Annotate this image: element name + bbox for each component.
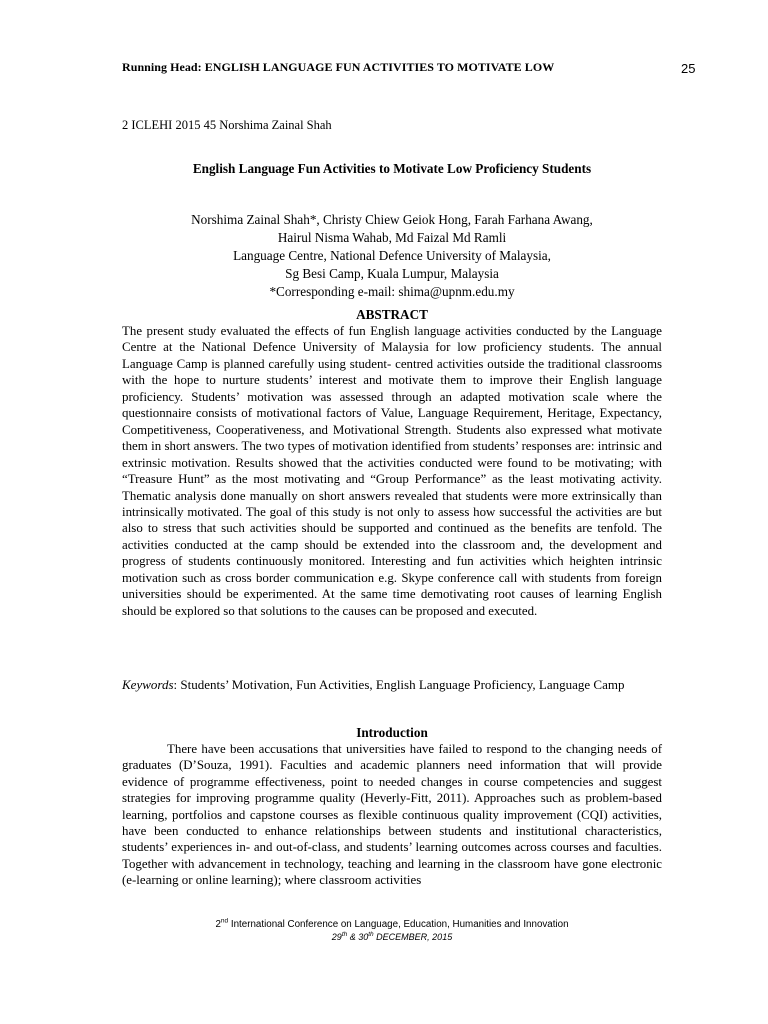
conference-reference: 2 ICLEHI 2015 45 Norshima Zainal Shah	[122, 118, 332, 132]
footer-ordinal-suffix: nd	[220, 917, 229, 925]
author-block	[122, 211, 662, 301]
paper-title: English Language Fun Activities to Motivate Low Proficiency Students	[192, 161, 592, 176]
page-footer	[122, 919, 662, 943]
footer-conference	[122, 919, 662, 931]
keywords-text: : Students’ Motivation, Fun Activities, English Language Proficiency, Language Camp	[173, 677, 625, 692]
keywords	[122, 677, 662, 694]
footer-date-day1: 29	[331, 932, 342, 942]
abstract-body: The present study evaluated the effects of fun English language activities conducted by the Language Centre at the National Defence University of Malaysia for low proficiency students. The annual Language Camp is planned carefully using student- centred activities outside the traditional classrooms with the hope to nurture students’ interest and motivate them to improve their English language proficiency. Students’ motivation was assessed through an adapted motivation scale where the questionnaire consists of motivational factors of Value, Language Requirement, Heritage, Expectancy, Competitiveness, Cooperativeness, and Motivational Strength. Students also expressed what motivate them in short answers. The two types of motivation identified from students’ responses are: intrinsic and extrinsic motivation. Results showed that the activities conducted were found to be motivating; with “Treasure Hunt” as the most motivating and “Group Performance” as the least motivating activity. Thematic analysis done manually on short answers revealed that students were more extrinsically than intrinsically motivated. The goal of this study is not only to assess how successful the activities are but also to stress that such activities should be supported and continued as the benefits are tenfold. The activities conducted at the camp should be extended into the classroom and, the development and progress of students continuously monitored. Interesting and fun activities which heighten intrinsic motivation such as cross border communication e.g. Skype conference call with students from foreign universities should be experimented. At the same time demotivating root causes of learning English should be explored so that solutions to the causes can be proposed and executed.	[122, 324, 662, 618]
footer-date	[122, 931, 662, 943]
authors-line-2: Hairul Nisma Wahab, Md Faizal Md Ramli	[277, 230, 507, 245]
footer-conference-name: International Conference on Language, Education, Humanities and Innovation	[228, 919, 569, 930]
footer-date-day2-suffix: th	[368, 931, 374, 938]
corresponding-email: *Corresponding e-mail: shima@upnm.edu.my	[269, 284, 515, 299]
footer-date-rest: DECEMBER, 2015	[373, 932, 453, 942]
authors-line-1: Norshima Zainal Shah*, Christy Chiew Geiok Hong, Farah Farhana Awang,	[191, 212, 593, 227]
introduction-heading: Introduction	[356, 725, 428, 740]
affiliation-line-2: Sg Besi Camp, Kuala Lumpur, Malaysia	[285, 266, 499, 281]
footer-date-connector: & 30	[347, 932, 369, 942]
page-number: 25	[681, 61, 696, 76]
footer-ordinal: 2	[215, 919, 221, 930]
footer-date-day1-suffix: th	[341, 931, 348, 938]
running-head: Running Head: ENGLISH LANGUAGE FUN ACTIVITIES TO MOTIVATE LOW	[122, 60, 555, 74]
abstract-heading: ABSTRACT	[356, 307, 428, 322]
keywords-label: Keywords	[122, 677, 174, 692]
introduction-body: There have been accusations that universities have failed to respond to the changing needs of graduates (D’Souza, 1991). Faculties and academic planners need information that will provide evidence of programme effectiveness, point to needed changes in course competencies and suggest strategies for improving programme quality (Heverly-Fitt, 2011). Approaches such as problem-based learning, portfolios and capstone courses as flexible continuous quality improvement (CQI) activities, have been conducted to enhance relationships between students and institutional characteristics, students’ experiences in- and out-of-class, and students’ learning outcomes across courses and faculties. Together with advancement in technology, teaching and learning in the classroom have gone electronic (e-learning or online learning); where classroom activities	[122, 742, 662, 888]
affiliation-line-1: Language Centre, National Defence University of Malaysia,	[233, 248, 551, 263]
